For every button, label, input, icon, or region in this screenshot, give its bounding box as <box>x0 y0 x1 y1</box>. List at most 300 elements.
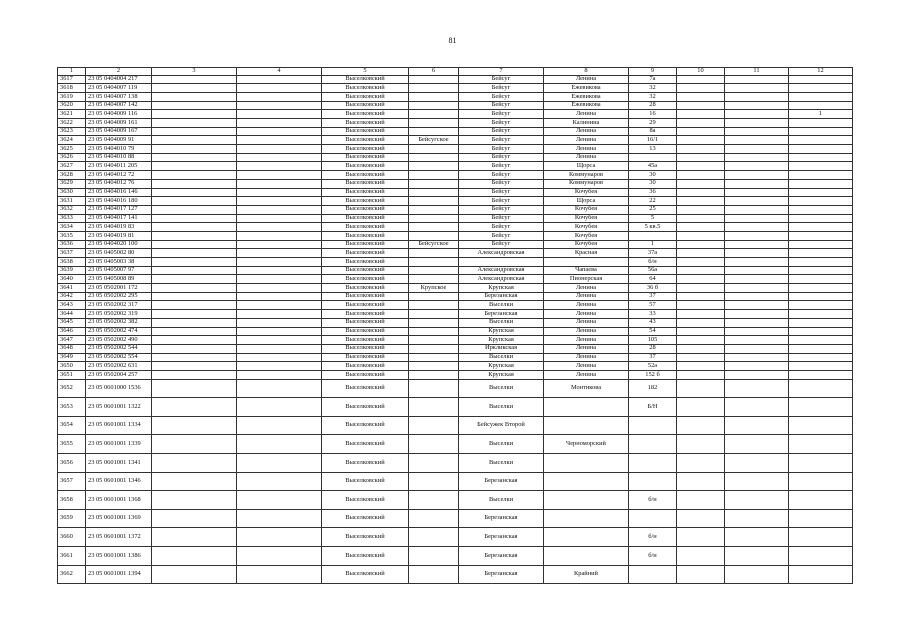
table-cell <box>237 565 322 584</box>
table-cell <box>677 258 725 267</box>
table-cell: 3624 <box>58 136 86 145</box>
table-cell: 23 05 0404007 138 <box>86 92 152 101</box>
table-cell <box>725 310 789 319</box>
table-cell <box>677 84 725 93</box>
table-cell <box>237 214 322 223</box>
table-cell <box>237 110 322 119</box>
column-header: 7 <box>459 68 544 76</box>
table-cell <box>789 318 853 327</box>
table-cell: Ленина <box>544 353 629 362</box>
table-cell: 3659 <box>58 509 86 528</box>
table-cell <box>677 362 725 371</box>
table-cell: Выселковский <box>322 362 409 371</box>
table-cell: Александровская <box>459 275 544 284</box>
table-cell <box>677 416 725 435</box>
table-cell <box>677 179 725 188</box>
table-cell <box>152 75 237 84</box>
table-cell: Выселковский <box>322 119 409 128</box>
column-header: 4 <box>237 68 322 76</box>
table-row <box>58 310 853 319</box>
table-cell <box>152 188 237 197</box>
table-cell <box>237 240 322 249</box>
table-cell <box>237 84 322 93</box>
table-cell: 23 05 0404020 100 <box>86 240 152 249</box>
table-row <box>58 75 853 84</box>
table-cell: 7а <box>629 75 677 84</box>
table-cell <box>629 416 677 435</box>
table-cell: Коммунаров <box>544 179 629 188</box>
table-cell: 3650 <box>58 362 86 371</box>
table-cell: 23 05 0502002 474 <box>86 327 152 336</box>
table-cell <box>677 379 725 398</box>
table-cell <box>409 110 459 119</box>
table-cell <box>152 528 237 547</box>
table-row <box>58 119 853 128</box>
table-cell <box>677 292 725 301</box>
table-cell: 45а <box>629 162 677 171</box>
table-cell <box>152 398 237 417</box>
table-cell: Крупская <box>459 362 544 371</box>
table-cell <box>409 179 459 188</box>
table-cell: Выселковский <box>322 153 409 162</box>
table-cell <box>152 284 237 293</box>
table-cell: Ежевикова <box>544 92 629 101</box>
table-cell <box>725 119 789 128</box>
table-cell: Ленина <box>544 362 629 371</box>
table-cell <box>237 127 322 136</box>
table-cell: 3628 <box>58 171 86 180</box>
table-cell <box>152 92 237 101</box>
table-row <box>58 92 853 101</box>
table-cell <box>677 223 725 232</box>
table-cell: Кочубея <box>544 188 629 197</box>
table-cell <box>629 153 677 162</box>
table-cell <box>409 398 459 417</box>
table-cell: Выселковский <box>322 179 409 188</box>
table-cell <box>237 258 322 267</box>
table-cell: Выселковский <box>322 336 409 345</box>
table-cell <box>409 171 459 180</box>
table-cell: Выселковский <box>322 84 409 93</box>
table-cell <box>677 528 725 547</box>
table-cell <box>789 84 853 93</box>
column-header: 11 <box>725 68 789 76</box>
table-cell: Выселковский <box>322 249 409 258</box>
table-cell <box>409 101 459 110</box>
table-cell <box>677 336 725 345</box>
table-cell <box>677 197 725 206</box>
table-cell <box>789 370 853 379</box>
table-cell: Черноморский <box>544 435 629 454</box>
table-cell: 23 05 0502002 382 <box>86 318 152 327</box>
table-cell: 23 05 0404019 83 <box>86 223 152 232</box>
table-cell <box>544 454 629 473</box>
table-cell <box>725 214 789 223</box>
table-row <box>58 353 853 362</box>
table-cell <box>237 249 322 258</box>
column-header: 9 <box>629 68 677 76</box>
table-cell <box>237 344 322 353</box>
table-cell: 23 05 0404011 205 <box>86 162 152 171</box>
table-cell <box>237 92 322 101</box>
table-cell: Иркликская <box>459 344 544 353</box>
table-cell <box>237 266 322 275</box>
table-cell: 23 05 0502002 319 <box>86 310 152 319</box>
table-cell <box>544 491 629 510</box>
table-cell: 3627 <box>58 162 86 171</box>
table-cell <box>409 249 459 258</box>
table-cell <box>237 136 322 145</box>
table-cell <box>237 454 322 473</box>
column-header: 8 <box>544 68 629 76</box>
table-cell <box>725 266 789 275</box>
table-cell: 28 <box>629 101 677 110</box>
table-cell <box>237 370 322 379</box>
table-cell: 3630 <box>58 188 86 197</box>
table-cell <box>237 318 322 327</box>
table-cell <box>789 92 853 101</box>
table-cell: 23 05 0404019 81 <box>86 231 152 240</box>
table-cell <box>237 197 322 206</box>
table-cell <box>677 266 725 275</box>
table-cell <box>409 84 459 93</box>
table-cell: Бейсугское <box>409 136 459 145</box>
table-cell: б/н <box>629 547 677 566</box>
table-cell: Кочубея <box>544 240 629 249</box>
table-cell <box>725 318 789 327</box>
table-cell: 23 05 0404007 142 <box>86 101 152 110</box>
table-cell: 23 05 0404010 79 <box>86 145 152 154</box>
table-cell <box>152 491 237 510</box>
table-cell <box>677 275 725 284</box>
table-cell: Ежевикова <box>544 101 629 110</box>
table-cell: 182 <box>629 379 677 398</box>
table-cell <box>725 509 789 528</box>
table-cell <box>237 435 322 454</box>
table-cell <box>237 162 322 171</box>
table-cell: 3639 <box>58 266 86 275</box>
table-cell: 23 05 0601001 1334 <box>86 416 152 435</box>
table-cell: Крупская <box>459 327 544 336</box>
table-cell <box>789 231 853 240</box>
table-cell: 3620 <box>58 101 86 110</box>
table-cell: 23 05 0502002 544 <box>86 344 152 353</box>
table-cell <box>237 292 322 301</box>
table-cell: Березанская <box>459 310 544 319</box>
table-cell <box>789 197 853 206</box>
table-cell <box>629 231 677 240</box>
table-cell <box>789 327 853 336</box>
table-cell: Березанская <box>459 472 544 491</box>
table-cell <box>725 162 789 171</box>
table-cell <box>789 275 853 284</box>
table-cell: Выселковский <box>322 370 409 379</box>
table-cell: 152 б <box>629 370 677 379</box>
table-cell <box>544 547 629 566</box>
table-cell: 43 <box>629 318 677 327</box>
table-row <box>58 292 853 301</box>
table-cell: Выселковский <box>322 344 409 353</box>
table-cell: 64 <box>629 275 677 284</box>
table-cell <box>152 136 237 145</box>
table-row <box>58 179 853 188</box>
table-cell: 33 <box>629 310 677 319</box>
table-cell <box>725 153 789 162</box>
table-cell: Ленина <box>544 344 629 353</box>
table-cell: 3638 <box>58 258 86 267</box>
table-cell <box>152 101 237 110</box>
table-row <box>58 197 853 206</box>
table-cell: Выселковский <box>322 491 409 510</box>
table-cell <box>237 301 322 310</box>
table-cell: 37 <box>629 353 677 362</box>
table-cell <box>152 547 237 566</box>
table-row <box>58 398 853 417</box>
table-cell: 3657 <box>58 472 86 491</box>
table-cell: Ленина <box>544 327 629 336</box>
table-cell: Бейсуг <box>459 179 544 188</box>
table-cell <box>544 258 629 267</box>
table-row <box>58 171 853 180</box>
table-cell: Березанская <box>459 547 544 566</box>
table-cell: Крупская <box>459 284 544 293</box>
table-cell: 3617 <box>58 75 86 84</box>
table-cell: Выселковский <box>322 266 409 275</box>
table-row <box>58 509 853 528</box>
table-cell: 23 05 0502004 257 <box>86 370 152 379</box>
table-cell <box>152 205 237 214</box>
table-cell: 5 <box>629 214 677 223</box>
table-cell: Выселковский <box>322 197 409 206</box>
table-cell <box>237 119 322 128</box>
table-cell <box>237 284 322 293</box>
table-cell: Ленина <box>544 370 629 379</box>
table-cell <box>725 136 789 145</box>
page-number: 81 <box>448 36 457 45</box>
table-cell: Бейсуг <box>459 171 544 180</box>
table-cell <box>629 509 677 528</box>
table-cell: Выселковский <box>322 205 409 214</box>
table-cell <box>677 301 725 310</box>
table-cell <box>789 240 853 249</box>
table-cell: 23 05 0502002 631 <box>86 362 152 371</box>
table-cell: Бейсуг <box>459 119 544 128</box>
table-cell: Бейсуг <box>459 188 544 197</box>
table-cell <box>789 188 853 197</box>
table-cell <box>789 179 853 188</box>
table-cell: 23 05 0405007 97 <box>86 266 152 275</box>
table-cell <box>152 310 237 319</box>
table-cell <box>677 214 725 223</box>
table-cell: 23 05 0404007 119 <box>86 84 152 93</box>
table-row <box>58 565 853 584</box>
table-cell: Выселковский <box>322 379 409 398</box>
table-cell: Выселковский <box>322 292 409 301</box>
table-cell: б/н <box>629 528 677 547</box>
table-cell <box>725 240 789 249</box>
table-cell <box>725 249 789 258</box>
table-cell: 3662 <box>58 565 86 584</box>
table-cell <box>677 136 725 145</box>
table-cell: Б/Н <box>629 398 677 417</box>
table-cell: Выселковский <box>322 75 409 84</box>
table-cell: Щорса <box>544 197 629 206</box>
table-cell: 3649 <box>58 353 86 362</box>
table-cell <box>152 379 237 398</box>
table-cell <box>677 92 725 101</box>
table-cell <box>677 310 725 319</box>
table-cell: 57 <box>629 301 677 310</box>
table-cell <box>409 379 459 398</box>
table-row <box>58 188 853 197</box>
table-cell <box>152 275 237 284</box>
table-cell: 29 <box>629 119 677 128</box>
table-cell <box>152 318 237 327</box>
table-cell <box>789 344 853 353</box>
table-cell: Березанская <box>459 509 544 528</box>
table-row <box>58 454 853 473</box>
table-cell <box>409 416 459 435</box>
table-cell: б/н <box>629 258 677 267</box>
table-cell <box>237 362 322 371</box>
table-cell <box>789 379 853 398</box>
table-cell: Бейсуг <box>459 145 544 154</box>
table-cell: 23 05 0601001 1386 <box>86 547 152 566</box>
table-cell <box>152 153 237 162</box>
table-cell <box>237 327 322 336</box>
table-cell: 3653 <box>58 398 86 417</box>
table-cell <box>677 101 725 110</box>
table-cell: 23 05 0404016 146 <box>86 188 152 197</box>
table-row <box>58 153 853 162</box>
table-cell <box>677 162 725 171</box>
table-cell <box>725 353 789 362</box>
table-cell <box>677 491 725 510</box>
table-cell <box>152 454 237 473</box>
table-cell: 3648 <box>58 344 86 353</box>
table-cell <box>725 362 789 371</box>
table-row <box>58 547 853 566</box>
table-cell: Выселковский <box>322 258 409 267</box>
table-cell <box>629 435 677 454</box>
column-header: 6 <box>409 68 459 76</box>
table-cell <box>677 119 725 128</box>
table-cell: Бейсуг <box>459 240 544 249</box>
table-cell: 3646 <box>58 327 86 336</box>
table-cell: 23 05 0601001 1369 <box>86 509 152 528</box>
table-cell <box>152 416 237 435</box>
table-cell: 3619 <box>58 92 86 101</box>
table-cell <box>677 327 725 336</box>
table-cell: 22 <box>629 197 677 206</box>
table-cell <box>152 119 237 128</box>
table-cell <box>152 240 237 249</box>
table-cell: 1 <box>789 110 853 119</box>
table-cell <box>677 284 725 293</box>
table-cell <box>725 145 789 154</box>
table-row <box>58 223 853 232</box>
table-cell: 3637 <box>58 249 86 258</box>
table-cell <box>677 240 725 249</box>
table-row <box>58 528 853 547</box>
table-cell <box>409 127 459 136</box>
register-table <box>57 67 853 584</box>
table-cell <box>237 509 322 528</box>
table-cell: 23 05 0502002 295 <box>86 292 152 301</box>
table-cell <box>409 275 459 284</box>
table-cell: Бейсуг <box>459 214 544 223</box>
table-cell <box>152 301 237 310</box>
table-cell: 23 05 0404017 127 <box>86 205 152 214</box>
table-cell: 3632 <box>58 205 86 214</box>
table-cell <box>725 491 789 510</box>
table-cell <box>725 127 789 136</box>
table-cell: 3656 <box>58 454 86 473</box>
table-cell <box>789 284 853 293</box>
table-cell <box>152 162 237 171</box>
table-cell <box>725 205 789 214</box>
table-row <box>58 301 853 310</box>
table-cell <box>725 398 789 417</box>
table-cell <box>725 416 789 435</box>
table-cell: Бейсугское <box>409 240 459 249</box>
table-cell: Ленина <box>544 136 629 145</box>
table-cell: 3652 <box>58 379 86 398</box>
table-cell <box>152 327 237 336</box>
table-cell <box>725 472 789 491</box>
table-cell <box>152 353 237 362</box>
table-cell: 23 05 0601000 1536 <box>86 379 152 398</box>
column-header: 5 <box>322 68 409 76</box>
table-cell: 3636 <box>58 240 86 249</box>
table-cell: 3641 <box>58 284 86 293</box>
table-row <box>58 84 853 93</box>
table-cell <box>789 472 853 491</box>
table-cell <box>725 284 789 293</box>
table-cell <box>789 266 853 275</box>
table-cell <box>237 398 322 417</box>
table-cell: Выселковский <box>322 435 409 454</box>
table-cell <box>725 327 789 336</box>
table-row <box>58 214 853 223</box>
table-cell: 30 <box>629 179 677 188</box>
table-cell: Александровская <box>459 249 544 258</box>
table-cell <box>409 318 459 327</box>
table-cell <box>409 327 459 336</box>
table-cell <box>409 344 459 353</box>
table-cell <box>725 110 789 119</box>
table-cell <box>237 491 322 510</box>
table-cell <box>789 416 853 435</box>
column-header: 2 <box>86 68 152 76</box>
table-cell <box>409 509 459 528</box>
table-row <box>58 136 853 145</box>
table-cell: 23 05 0601001 1368 <box>86 491 152 510</box>
table-cell <box>677 318 725 327</box>
table-cell: Бейсужек Второй <box>459 416 544 435</box>
table-cell <box>409 223 459 232</box>
table-cell: 3621 <box>58 110 86 119</box>
table-cell: Ленина <box>544 153 629 162</box>
table-row <box>58 284 853 293</box>
table-cell: Выселковский <box>322 318 409 327</box>
table-cell: Выселковский <box>322 188 409 197</box>
table-cell: Березанская <box>459 528 544 547</box>
table-cell: Выселковский <box>322 528 409 547</box>
table-row <box>58 258 853 267</box>
table-cell <box>409 205 459 214</box>
table-cell <box>725 75 789 84</box>
